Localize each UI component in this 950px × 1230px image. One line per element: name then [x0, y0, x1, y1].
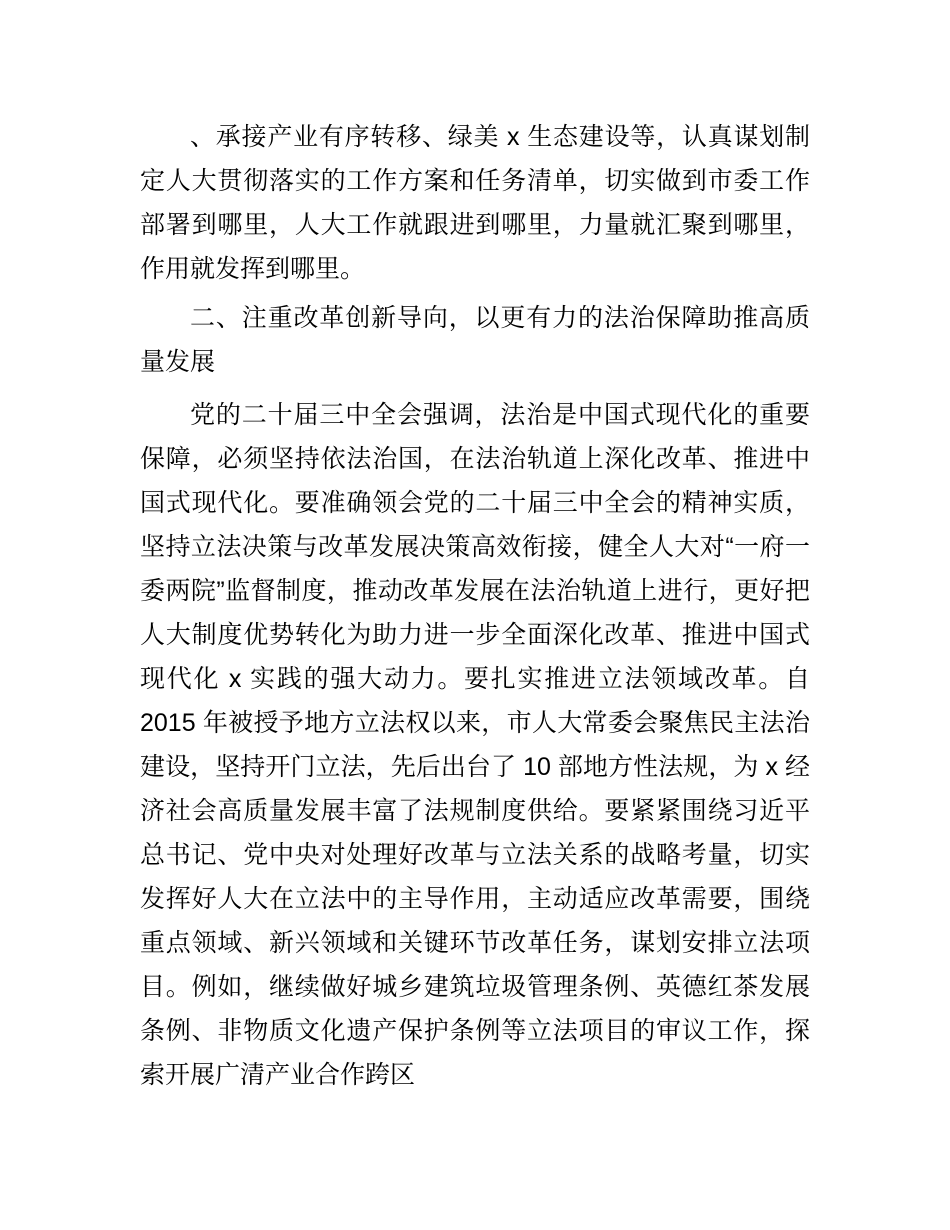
paragraph-continuation: 、承接产业有序转移、绿美 x 生态建设等，认真谋划制定人大贯彻落实的工作方案和任务清单，切实做到市委工作部署到哪里，人大工作就跟进到哪里，力量就汇聚到哪里，作用就发挥到哪里。: [140, 123, 810, 283]
paragraph-body: 党的二十届三中全会强调，法治是中国式现代化的重要保障，必须坚持依法治国，在法治轨道上深化改革、推进中国式现代化。要准确领会党的二十届三中全会的精神实质，坚持立法决策与改革发展决策高效衔接，健全人大对“一府一委两院”监督制度，推动改革发展在法治轨道上进行，更好把人大制度优势转化为助力进一步全面深化改革、推进中国式现代化 x 实践的强大动力。要扎实推进立法领域改革。自 2015 年被授予地方立法权以来，市人大常委会聚焦民主法治建设，坚持开门立法，先后出台了 10 部地方性法规，为 x 经济社会高质量发展丰富了法规制度供给。要紧紧围绕习近平总书记、党中央对处理好改革与立法关系的战略考量，切实发挥好人大在立法中的主导作用，主动适应改革需要，围绕重点领域、新兴领域和关键环节改革任务，谋划安排立法项目。例如，继续做好城乡建筑垃圾管理条例、英德红茶发展条例、非物质文化遗产保护条例等立法项目的审议工作，探索开展广清产业合作跨区: [140, 401, 810, 1089]
section-heading: 二、注重改革创新导向，以更有力的法治保障助推高质量发展: [140, 304, 810, 376]
